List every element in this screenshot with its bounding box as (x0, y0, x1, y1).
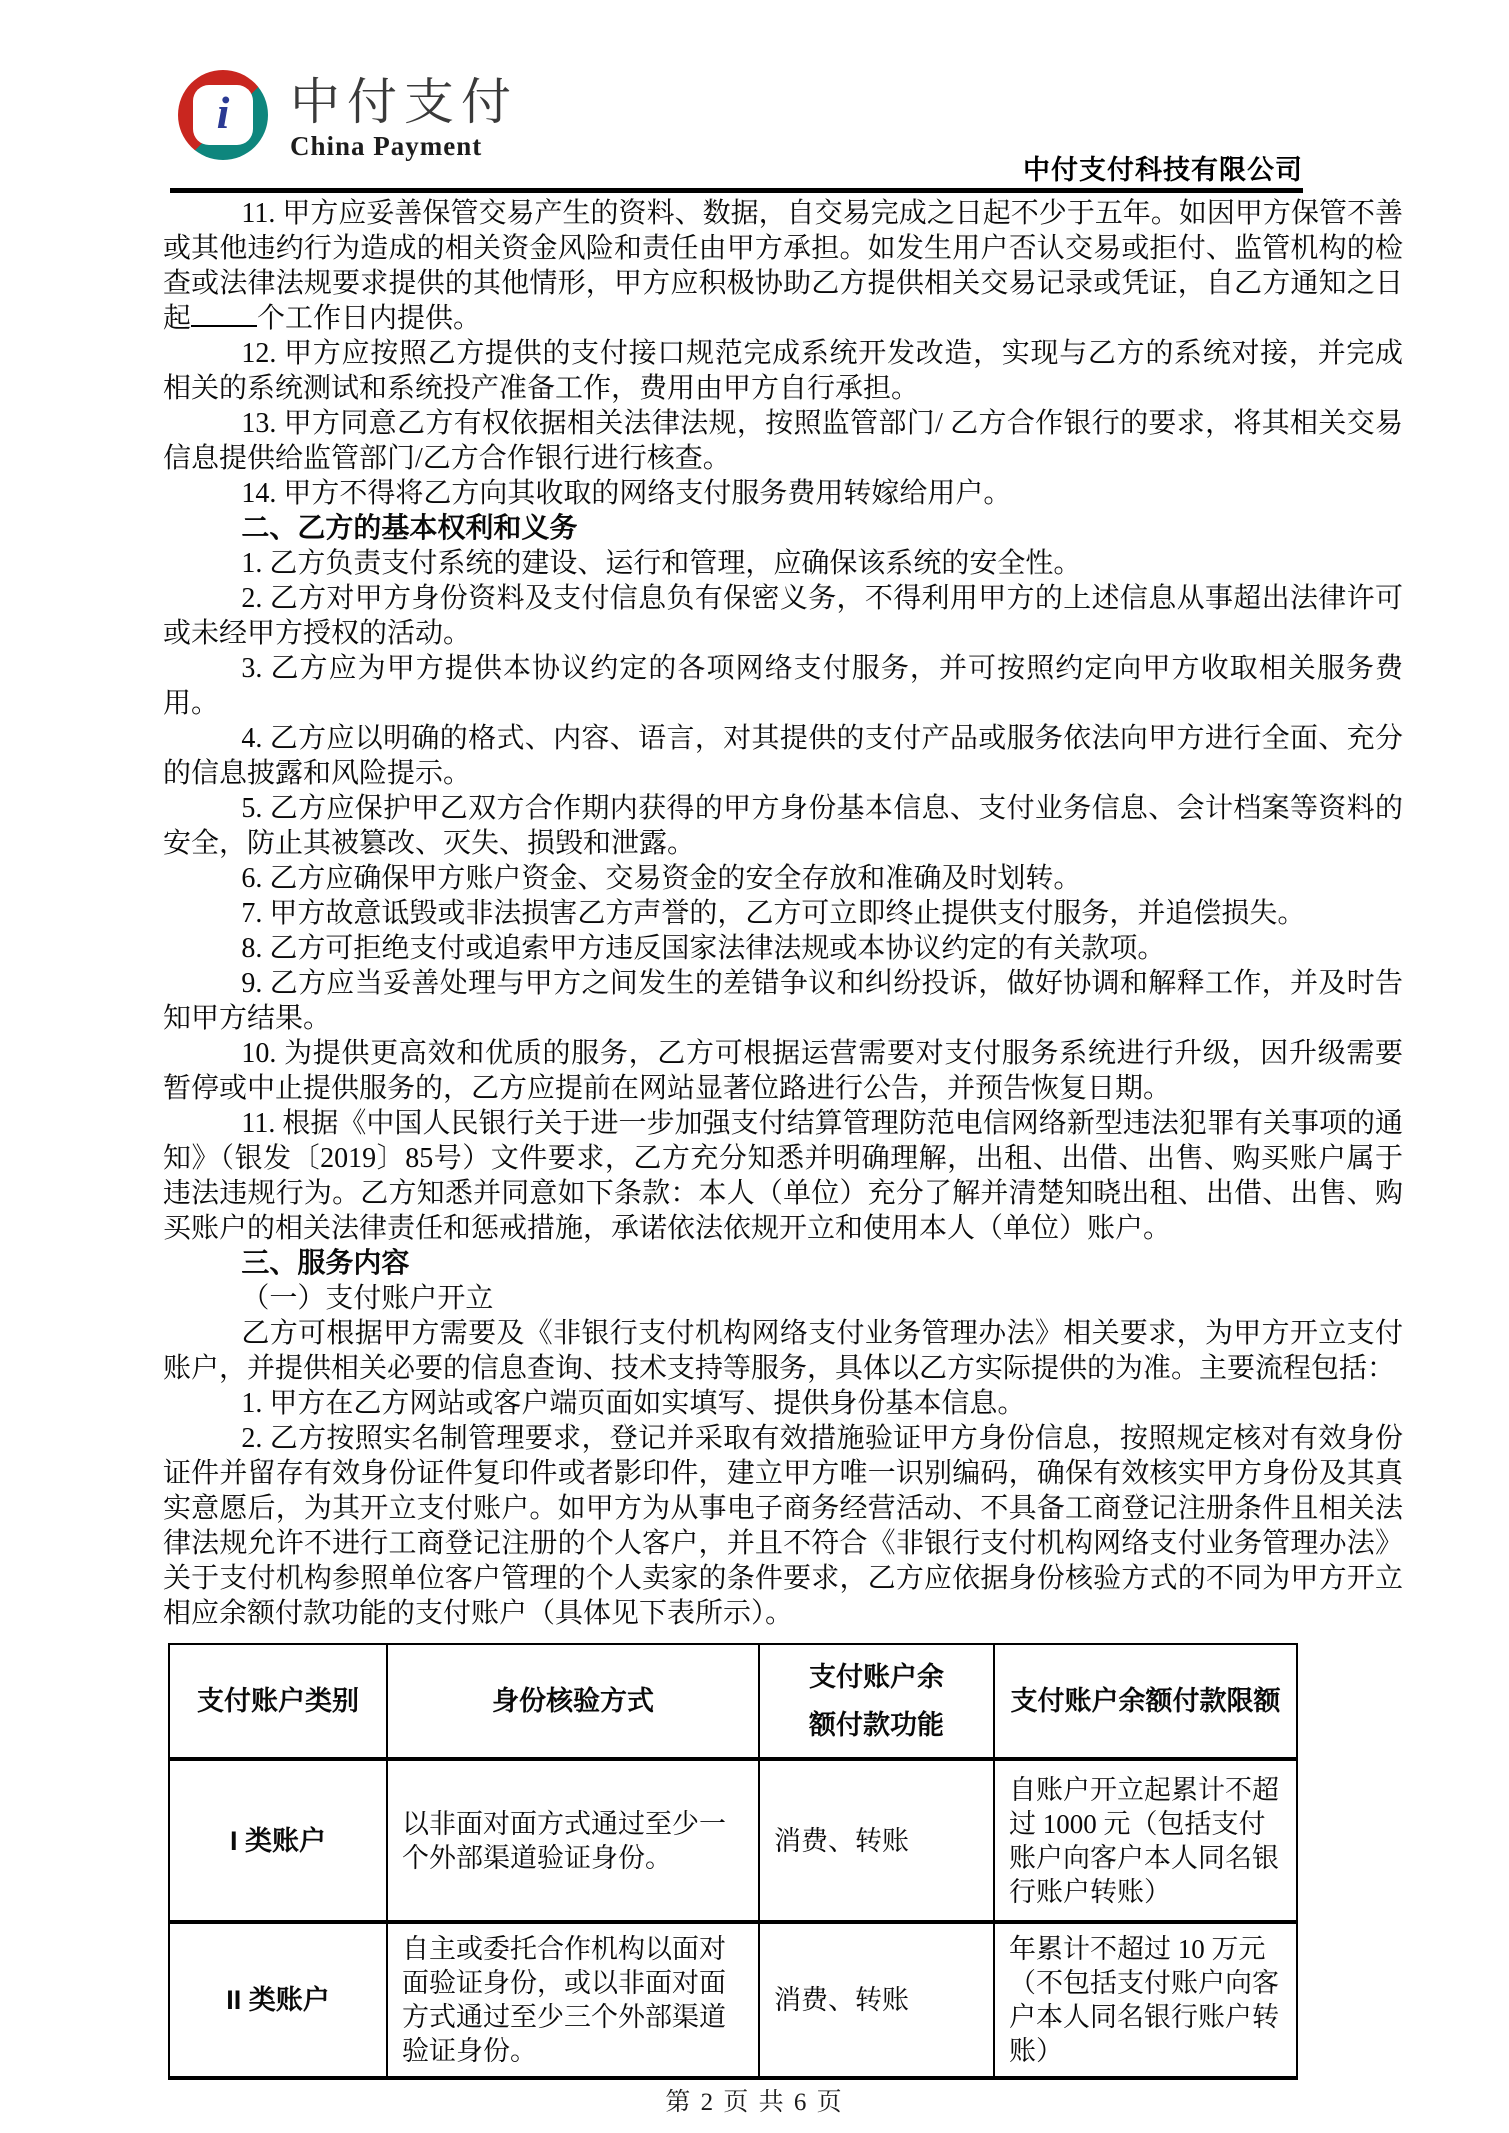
cell-type2-function: 消费、转账 (759, 1922, 994, 2078)
cell-type2-limit: 年累计不超过 10 万元（不包括支付账户向客户本人同名银行账户转账） (994, 1922, 1297, 2078)
section-2-item-5: 5. 乙方应保护甲乙双方合作期内获得的甲方身份基本信息、支付业务信息、会计档案等资料的安全，防止其被篡改、灭失、损毁和泄露。 (163, 793, 1403, 859)
section-2-item-6: 6. 乙方应确保甲方账户资金、交易资金的安全存放和准确及时划转。 (241, 863, 1082, 894)
section-2-item-4: 4. 乙方应以明确的格式、内容、语言，对其提供的支付产品或服务依法向甲方进行全面、充分的信息披露和风险提示。 (163, 723, 1403, 789)
section-2-item-10: 10. 为提供更高效和优质的服务，乙方可根据运营需要对支付服务系统进行升级，因升级需要暂停或中止提供服务的，乙方应提前在网站显著位路进行公告，并预告恢复日期。 (163, 1038, 1403, 1104)
cell-type2-name: II 类账户 (169, 1922, 387, 2078)
clause-11-text-pre: 11. 甲方应妥善保管交易产生的资料、数据，自交易完成之日起不少于五年。如因甲方保管不善或其他违约行为造成的相关资金风险和责任由甲方承担。如发生用户否认交易或拒付、监管机构的检查或法律法规要求提供的其他情形，甲方应积极协助乙方提供相关交易记录或凭证，自乙方通知之日起 (163, 198, 1403, 334)
section-3-subheading: （一）支付账户开立 (241, 1283, 494, 1314)
logo-icon (178, 70, 268, 160)
table-header-row (169, 1644, 1297, 1759)
fill-in-blank (191, 302, 257, 327)
page-number: 第 2 页 共 6 页 (665, 2089, 844, 2116)
section-2-item-2: 2. 乙方对甲方身份资料及支付信息负有保密义务，不得利用甲方的上述信息从事超出法律许可或未经甲方授权的活动。 (163, 583, 1403, 649)
clause-13: 13. 甲方同意乙方有权依据相关法律法规，按照监管部门/ 乙方合作银行的要求，将其相关交易信息提供给监管部门/乙方合作银行进行核查。 (163, 408, 1403, 474)
cell-type1-function: 消费、转账 (759, 1759, 994, 1922)
section-2-item-11: 11. 根据《中国人民银行关于进一步加强支付结算管理防范电信网络新型违法犯罪有关事项的通知》（银发〔2019〕85号）文件要求，乙方充分知悉并明确理解，出租、出借、出售、购买账户属于违法违规行为。乙方知悉并同意如下条款：本人（单位）充分了解并清楚知晓出租、出借、出售、购买账户的相关法律责任和惩戒措施，承诺依法依规开立和使用本人（单位）账户。 (163, 1108, 1403, 1244)
header-balance-limit: 支付账户余额付款限额 (994, 1644, 1297, 1759)
cell-type1-name: I 类账户 (169, 1759, 387, 1922)
company-name: 中付支付科技有限公司 (1023, 155, 1303, 185)
section-2-item-3: 3. 乙方应为甲方提供本协议约定的各项网络支付服务，并可按照约定向甲方收取相关服务费用。 (163, 653, 1403, 719)
company-logo (178, 70, 518, 162)
logo-pillow-shape (193, 85, 253, 145)
header-account-type: 支付账户类别 (169, 1644, 387, 1759)
page-header (0, 0, 1509, 193)
section-3-heading: 三、服务内容 (241, 1248, 410, 1279)
clause-14: 14. 甲方不得将乙方向其收取的网络支付服务费用转嫁给用户。 (241, 478, 1012, 509)
section-2-heading: 二、乙方的基本权利和义务 (241, 513, 578, 544)
brand-name-english: China Payment (290, 131, 483, 161)
section-3-item-2: 2. 乙方按照实名制管理要求，登记并采取有效措施验证甲方身份信息，按照规定核对有效身份证件并留存有效身份证件复印件或者影印件，建立甲方唯一识别编码，确保有效核实甲方身份及其真实意愿后，为其开立支付账户。如甲方为从事电子商务经营活动、不具备工商登记注册条件且相关法律法规允许不进行工商登记注册的个人客户，并且不符合《非银行支付机构网络支付业务管理办法》关于支付机构参照单位客户管理的个人卖家的条件要求，乙方应依据身份核验方式的不同为甲方开立相应余额付款功能的支付账户（具体见下表所示）。 (163, 1423, 1403, 1629)
table-row-type1 (169, 1759, 1297, 1922)
document-body (163, 196, 1403, 2080)
section-2-item-8: 8. 乙方可拒绝支付或追索甲方违反国家法律法规或本协议约定的有关款项。 (241, 933, 1166, 964)
section-2-item-7: 7. 甲方故意诋毁或非法损害乙方声誉的，乙方可立即终止提供支付服务，并追偿损失。 (241, 898, 1306, 929)
section-2-item-1: 1. 乙方负责支付系统的建设、运行和管理，应确保该系统的安全性。 (241, 548, 1082, 579)
cell-type1-method: 以非面对面方式通过至少一个外部渠道验证身份。 (387, 1759, 759, 1922)
section-3-item-1: 1. 甲方在乙方网站或客户端页面如实填写、提供身份基本信息。 (241, 1388, 1026, 1419)
clause-11 (163, 196, 1403, 336)
clause-12: 12. 甲方应按照乙方提供的支付接口规范完成系统开发改造，实现与乙方的系统对接，并完成相关的系统测试和系统投产准备工作，费用由甲方自行承担。 (163, 338, 1403, 404)
header-rule (170, 188, 1303, 193)
cell-type1-limit: 自账户开立起累计不超过 1000 元（包括支付账户向客户本人同名银行账户转账） (994, 1759, 1297, 1922)
clause-11-text-post: 个工作日内提供。 (257, 303, 482, 334)
cell-type2-method: 自主或委托合作机构以面对面验证身份，或以非面对面方式通过至少三个外部渠道验证身份。 (387, 1922, 759, 2078)
brand-name-chinese: 中付支付 (290, 74, 518, 130)
logo-text (290, 70, 518, 162)
section-3-intro: 乙方可根据甲方需要及《非银行支付机构网络支付业务管理办法》相关要求，为甲方开立支付账户，并提供相关必要的信息查询、技术支持等服务，具体以乙方实际提供的为准。主要流程包括： (163, 1318, 1403, 1384)
table-row-type2 (169, 1922, 1297, 2078)
header-verification-method: 身份核验方式 (387, 1644, 759, 1759)
header-balance-function: 支付账户余额付款功能 (759, 1644, 994, 1759)
logo-letter-i: i (216, 87, 230, 138)
payment-account-table (168, 1643, 1298, 2080)
section-2-item-9: 9. 乙方应当妥善处理与甲方之间发生的差错争议和纠纷投诉，做好协调和解释工作，并及时告知甲方结果。 (163, 968, 1403, 1034)
